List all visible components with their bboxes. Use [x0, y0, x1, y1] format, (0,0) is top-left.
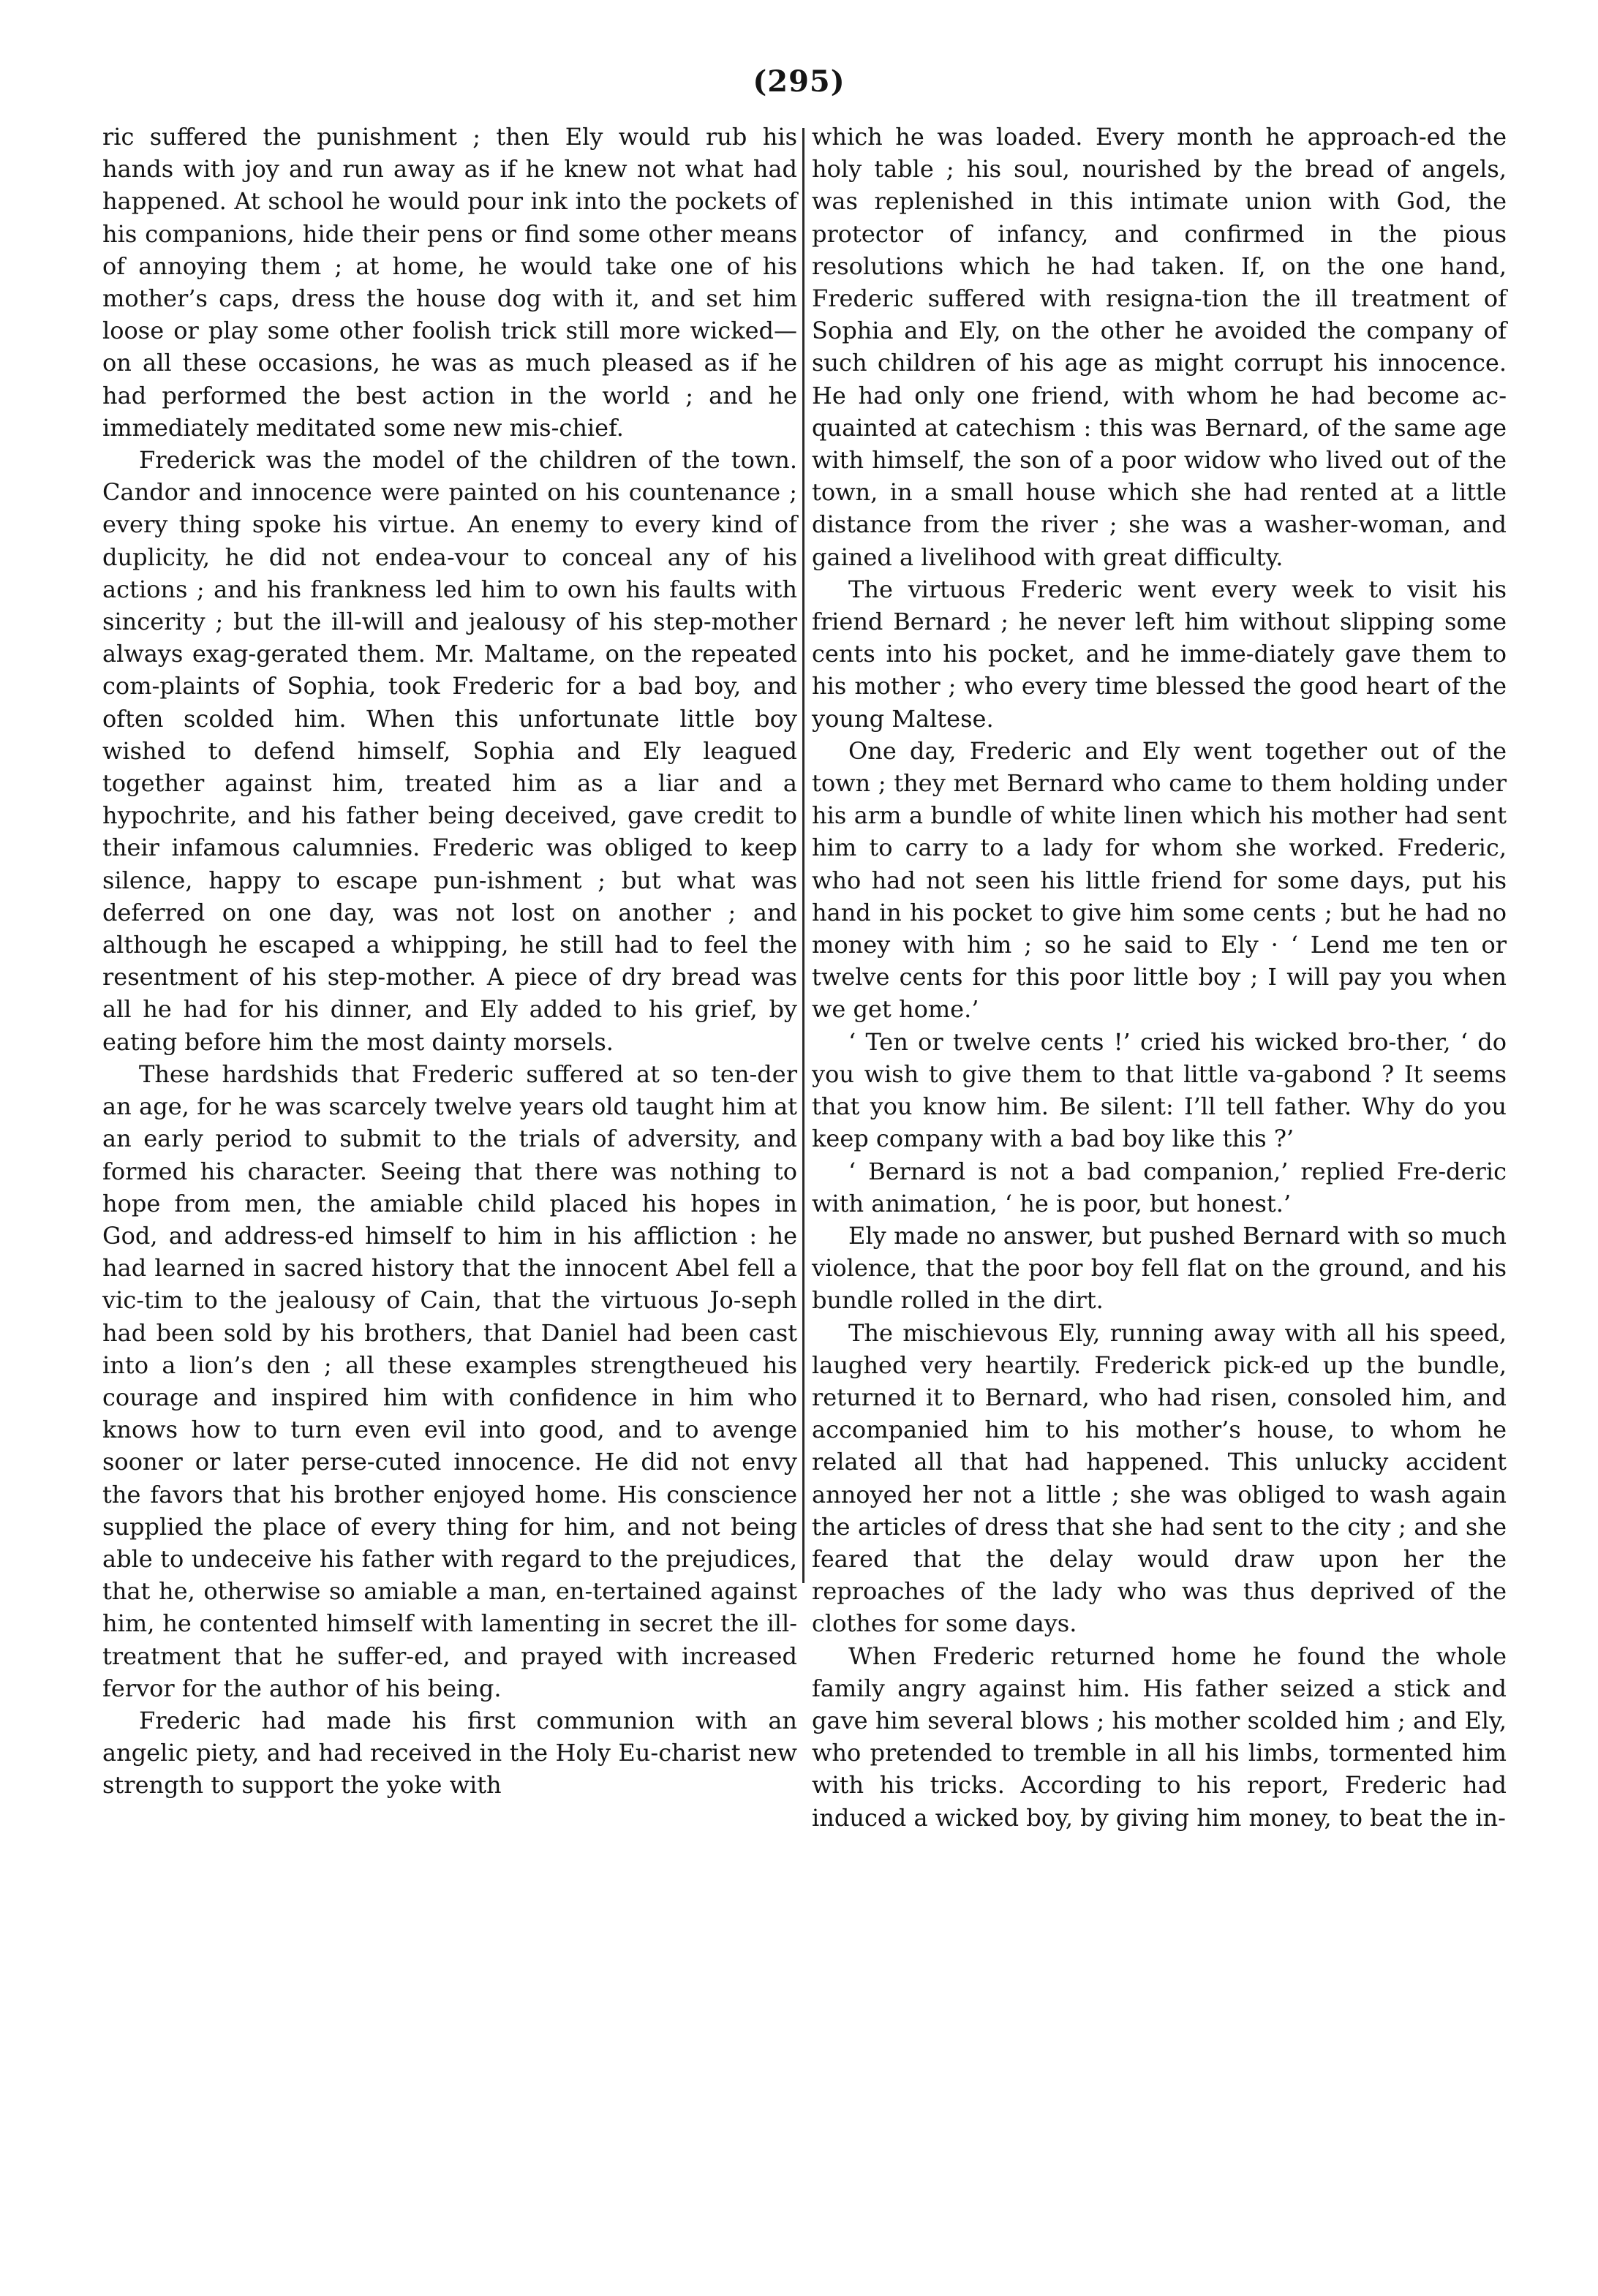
paragraph: Frederic had made his first communion with an angelic piety, and had received in the Holy Eu-charist new strength to support the yoke with — [102, 1706, 797, 1800]
paragraph: These hardshids that Frederic suffered at so ten-der an age, for he was scarcely twelve years old taught him at an early period to submit to the trials of adversity, and formed his character. Seeing that there was nothing to hope from men, the amiable child placed his hopes in God, and address-ed himself to him in his affliction : he had learned in sacred history that the innocent Abel fell a vic-tim to the jealousy of Cain, that the virtuous Jo-seph had been sold by his brothers, that Daniel had been cast into a lion’s den ; all these examples strengtheued his courage and inspired him with confidence in him who knows how to turn even evil into good, and to avenge sooner or later perse-cuted innocence. He did not envy the favors that his brother enjoyed home. His conscience supplied the place of every thing for him, and not being able to undeceive his father with regard to the prejudices, that he, otherwise so amiable a man, en-tertained against him, he contented himself with lamenting in secret the ill-treatment that he suffer-ed, and prayed with increased fervor for the author of his being. — [102, 1060, 797, 1702]
paragraph: which he was loaded. Every month he approach-ed the holy table ; his soul, nourished by the bread of angels, was replenished in this intimate union with God, the protector of infancy, and confirmed in the pious resolutions which he had taken. If, on the one hand, Frederic suffered with resigna-tion the ill treatment of Sophia and Ely, on the other he avoided the company of such children of his age as might corrupt his innocence. He had only one friend, with whom he had become ac-quainted at catechism : this was Bernard, of the same age with himself, the son of a poor widow who lived out of the town, in a small house which she had rented at a little distance from the river ; she was a washer-woman, and gained a livelihood with great difficulty. — [812, 123, 1507, 571]
left-column — [102, 121, 797, 1802]
right-column — [812, 121, 1507, 1834]
page-number: (295) — [753, 64, 845, 99]
paragraph: ‘ Ten or twelve cents !’ cried his wicked bro-ther, ‘ do you wish to give them to that little va-gabond ? It seems that you know him. Be silent: I’ll tell father. Why do you keep company with a bad boy like this ?’ — [812, 1027, 1507, 1153]
paragraph: Frederick was the model of the children of the town. Candor and innocence were painted on his countenance ; every thing spoke his virtue. An enemy to every kind of duplicity, he did not endea-vour to conceal any of his actions ; and his frankness led him to own his faults with sincerity ; but the ill-will and jealousy of his step-mother always exag-gerated them. Mr. Maltame, on the repeated com-plaints of Sophia, took Frederic for a bad boy, and often scolded him. When this unfortunate little boy wished to defend himself, Sophia and Ely leagued together against him, treated him as a liar and a hypochrite, and his father being deceived, gave credit to their infamous calumnies. Frederic was obliged to keep silence, happy to escape pun-ishment ; but what was deferred on one day, was not lost on another ; and although he escaped a whipping, he still had to feel the resentment of his step-mother. A piece of dry bread was all he had for his dinner, and Ely added to his grief, by eating before him the most dainty morsels. — [102, 446, 797, 1056]
paragraph: The mischievous Ely, running away with all his speed, laughed very heartily. Frederick pick-ed up the bundle, returned it to Bernard, who had risen, consoled him, and accompanied him to his mother’s house, to whom he related all that had happened. This unlucky accident annoyed her not a little ; she was obliged to wash again the articles of dress that she had sent to the city ; and she feared that the delay would draw upon her the reproaches of the lady who was thus deprived of the clothes for some days. — [812, 1318, 1507, 1638]
paragraph: Ely made no answer, but pushed Bernard with so much violence, that the poor boy fell flat on the ground, and his bundle rolled in the dirt. — [812, 1221, 1507, 1315]
paragraph: ‘ Bernard is not a bad companion,’ replied Fre-deric with animation, ‘ he is poor, but honest.’ — [812, 1157, 1507, 1217]
paragraph: The virtuous Frederic went every week to visit his friend Bernard ; he never left him without slipping some cents into his pocket, and he imme-diately gave them to his mother ; who every time blessed the good heart of the young Maltese. — [812, 575, 1507, 733]
column-divider — [802, 128, 804, 1583]
paragraph: One day, Frederic and Ely went together out of the town ; they met Bernard who came to them holding under his arm a bundle of white linen which his mother had sent him to carry to a lady for whom she worked. Frederic, who had not seen his little friend for some days, put his hand in his pocket to give him some cents ; but he had no money with him ; so he said to Ely · ‘ Lend me ten or twelve cents for this poor little boy ; I will pay you when we get home.’ — [812, 736, 1507, 1024]
paragraph: When Frederic returned home he found the whole family angry against him. His father seized a stick and gave him several blows ; his mother scolded him ; and Ely, who pretended to tremble in all his limbs, tormented him with his tricks. According to his report, Frederic had induced a wicked boy, by giving him money, to beat the in- — [812, 1642, 1507, 1832]
paragraph: ric suffered the punishment ; then Ely would rub his hands with joy and run away as if he knew not what had happened. At school he would pour ink into the pockets of his companions, hide their pens or find some other means of annoying them ; at home, he would take one of his mother’s caps, dress the house dog with it, and set him loose or play some other foolish trick still more wicked—on all these occasions, he was as much pleased as if he had performed the best action in the world ; and he immediately meditated some new mis-chief. — [102, 123, 797, 442]
